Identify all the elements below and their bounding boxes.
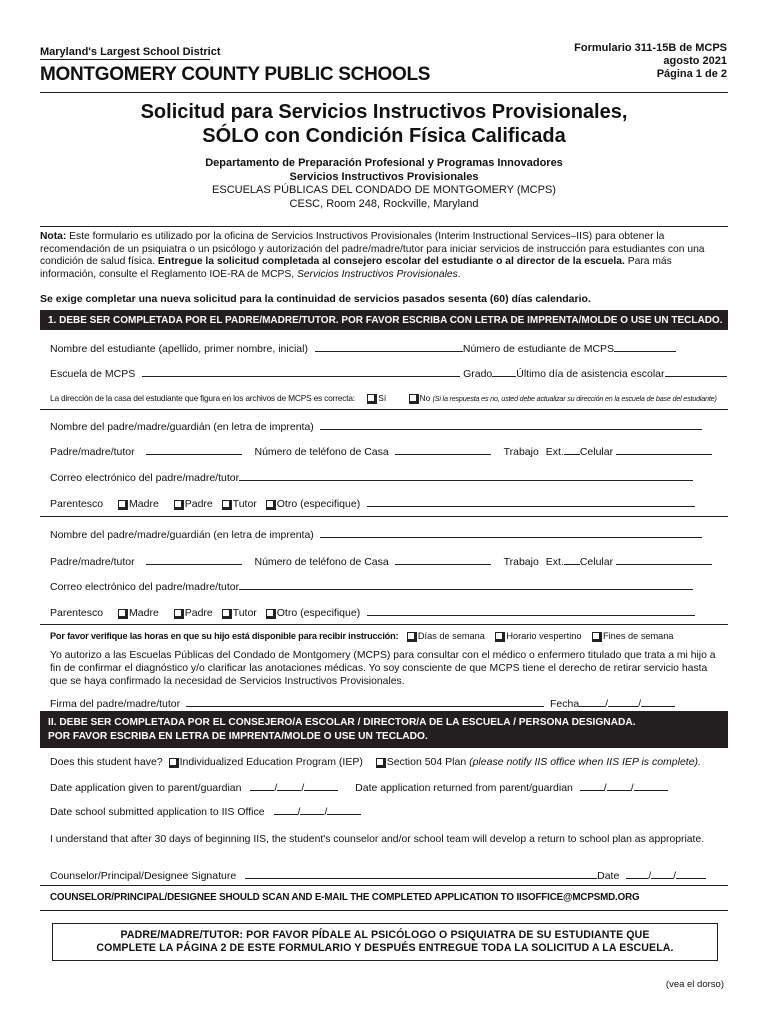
guardian-1-work-label: Trabajo bbox=[503, 446, 539, 458]
guardian-2-email-row bbox=[50, 579, 693, 594]
date-submitted-month[interactable] bbox=[274, 804, 298, 815]
address-row bbox=[50, 392, 717, 405]
iep-checkbox[interactable] bbox=[169, 758, 177, 766]
grade-input[interactable] bbox=[492, 366, 516, 377]
address-no-option[interactable] bbox=[409, 393, 431, 403]
father-checkbox[interactable] bbox=[174, 500, 182, 508]
district-tag bbox=[40, 46, 221, 60]
note-label: Nota: bbox=[40, 231, 67, 242]
student-number-input[interactable] bbox=[614, 341, 676, 352]
father-label: Padre bbox=[184, 607, 213, 619]
guardian-2-work-label: Trabajo bbox=[503, 556, 539, 568]
parent-date-month[interactable] bbox=[579, 696, 605, 707]
parent-date-label: Fecha bbox=[549, 698, 580, 710]
guardian-2-email-label: Correo electrónico del padre/madre/tutor bbox=[50, 581, 240, 593]
other-label: Otro (especifique) bbox=[276, 498, 361, 510]
divider bbox=[40, 409, 728, 410]
guardian-1-relation-row bbox=[50, 496, 695, 511]
guardian-1-other-option[interactable] bbox=[266, 498, 360, 510]
plan-question-label: Does this student have? bbox=[50, 756, 163, 768]
parent-date-day[interactable] bbox=[608, 696, 638, 707]
guardian-1-email-row bbox=[50, 470, 693, 485]
divider bbox=[40, 885, 728, 886]
date-given-row: Date application given to parent/guardian / / Date application returned from parent/guardian / / bbox=[50, 780, 668, 795]
title-line-1: Solicitud para Servicios Instructivos Provisionales, bbox=[140, 101, 628, 123]
guardian-1-ext-label: Ext. bbox=[545, 446, 564, 458]
student-number-label: Número de estudiante de MCPS bbox=[462, 343, 615, 355]
plan504-checkbox[interactable] bbox=[376, 758, 384, 766]
student-name-label: Nombre del estudiante (apellido, primer nombre, inicial) bbox=[50, 343, 308, 355]
date-given-label: Date application given to parent/guardian bbox=[50, 782, 242, 794]
plan504-option[interactable] bbox=[376, 756, 466, 768]
address-yes-option[interactable] bbox=[367, 393, 386, 403]
date-submitted-year[interactable] bbox=[327, 804, 361, 815]
counselor-date-month[interactable] bbox=[626, 868, 648, 879]
date-given-year[interactable] bbox=[304, 780, 338, 791]
evening-option[interactable] bbox=[495, 631, 581, 641]
dept-line-4: CESC, Room 248, Rockville, Maryland bbox=[289, 197, 479, 210]
guardian-2-ext-input[interactable] bbox=[564, 554, 580, 565]
availability-label: Por favor verifique las horas en que su hijo está disponible para recibir instrucción: bbox=[50, 631, 399, 641]
guardian-1-name-label: Nombre del padre/madre/guardián (en letra de imprenta) bbox=[50, 421, 314, 433]
parent-date-year[interactable] bbox=[641, 696, 675, 707]
district-tag-text: Maryland's Largest School District bbox=[40, 46, 221, 58]
section-2-header-line-2: POR FAVOR ESCRIBA EN LETRA DE IMPRENTA/MOLDE O USE UN TECLADO. bbox=[48, 731, 428, 742]
district-tag-rule bbox=[40, 59, 210, 60]
tutor-checkbox[interactable] bbox=[222, 500, 230, 508]
dept-line-3: ESCUELAS PÚBLICAS DEL CONDADO DE MONTGOMERY (MCPS) bbox=[212, 184, 556, 196]
divider bbox=[40, 624, 728, 625]
tutor-checkbox[interactable] bbox=[222, 609, 230, 617]
section-2-header-line-1: II. DEBE SER COMPLETADA POR EL CONSEJERO/A ESCOLAR / DIRECTOR/A DE LA ESCUELA / PERSONA DESIGNADA. bbox=[48, 717, 636, 728]
guardian-2-other-input[interactable] bbox=[367, 605, 695, 616]
guardian-2-home-phone-input[interactable] bbox=[395, 554, 491, 565]
evening-checkbox[interactable] bbox=[495, 632, 503, 640]
guardian-2-email-input[interactable] bbox=[239, 579, 693, 590]
iep-option[interactable] bbox=[169, 756, 363, 768]
date-given-day[interactable] bbox=[277, 780, 301, 791]
counselor-signature-input[interactable] bbox=[245, 868, 597, 879]
no-note: (Si la respuesta es no, usted debe actualizar su dirección en la escuela de base del estudiante) bbox=[432, 394, 717, 403]
guardian-1-email-input[interactable] bbox=[239, 470, 693, 481]
weekends-checkbox[interactable] bbox=[592, 632, 600, 640]
guardian-2-relation-row bbox=[50, 605, 695, 620]
weekdays-label: Días de semana bbox=[417, 631, 485, 641]
dept-line-1: Departamento de Preparación Profesional y Programas Innovadores bbox=[205, 157, 563, 169]
guardian-1-email-label: Correo electrónico del padre/madre/tutor bbox=[50, 472, 240, 484]
page-title bbox=[40, 100, 728, 148]
counselor-date-year[interactable] bbox=[676, 868, 706, 879]
guardian-1-parent-label: Padre/madre/tutor bbox=[50, 446, 135, 458]
note-text-3: . bbox=[457, 268, 461, 280]
tutor-label: Tutor bbox=[232, 607, 257, 619]
mother-label: Madre bbox=[129, 607, 159, 619]
scan-instruction: COUNSELOR/PRINCIPAL/DESIGNEE SHOULD SCAN AND E-MAIL THE COMPLETED APPLICATION TO IISOFFICE@MCPSMD.ORG bbox=[50, 892, 640, 903]
yes-label: Sí bbox=[378, 393, 387, 403]
no-checkbox[interactable] bbox=[409, 394, 417, 402]
form-date: agosto 2021 bbox=[663, 55, 727, 67]
date-returned-year[interactable] bbox=[634, 780, 668, 791]
authorization-text: Yo autorizo a las Escuelas Públicas del Condado de Montgomery (MCPS) para consultar con el médico o enfermero titulado que trata a mi hijo a fin de confirmar el diagnóstico y/o clarificar las anotaciones médicas. Yo soy consciente de que MCPS tiene el derecho de retirar servicio hasta que se haya confirmado la necesidad de Servicios Instructivos Provisionales. bbox=[50, 650, 716, 687]
note-italic-text: Servicios Instructivos Provisionales bbox=[296, 268, 458, 280]
parent-signature-label: Firma del padre/madre/tutor bbox=[50, 698, 181, 710]
school-row bbox=[50, 366, 727, 381]
guardian-1-relation-label: Parentesco bbox=[50, 498, 104, 510]
see-back-note: (vea el dorso) bbox=[665, 979, 724, 990]
note-paragraph bbox=[40, 231, 728, 281]
org-name: MONTGOMERY COUNTY PUBLIC SCHOOLS bbox=[40, 64, 431, 85]
weekdays-option[interactable] bbox=[407, 631, 485, 641]
mother-checkbox[interactable] bbox=[118, 609, 126, 617]
date-submitted-label: Date school submitted application to IIS Office bbox=[50, 806, 265, 818]
guardian-2-cell-label: Celular bbox=[579, 556, 614, 568]
guardian-2-phone-row bbox=[50, 554, 712, 569]
guardian-2-ext-label: Ext. bbox=[545, 556, 564, 568]
date-returned-label: Date application returned from parent/guardian bbox=[355, 782, 573, 794]
counselor-date-label: Date bbox=[597, 870, 620, 882]
section-2-header bbox=[40, 711, 728, 748]
guardian-1-home-phone-label: Número de teléfono de Casa bbox=[254, 446, 389, 458]
guardian-2-relation-label: Parentesco bbox=[50, 607, 104, 619]
weekends-label: Fines de semana bbox=[603, 631, 674, 641]
header-rule bbox=[40, 92, 728, 93]
parent-instruction-line-1: PADRE/MADRE/TUTOR: POR FAVOR PÍDALE AL PSICÓLOGO O PSIQUIATRA DE SU ESTUDIANTE QUE bbox=[120, 929, 650, 941]
guardian-1-phone-input[interactable] bbox=[146, 444, 242, 455]
plan504-label: Section 504 Plan bbox=[386, 756, 467, 768]
father-checkbox[interactable] bbox=[174, 609, 182, 617]
guardian-2-name-row bbox=[50, 527, 702, 542]
title-line-2: SÓLO con Condición Física Calificada bbox=[202, 125, 566, 147]
student-name-row bbox=[50, 341, 676, 356]
weekdays-checkbox[interactable] bbox=[407, 632, 415, 640]
last-day-input[interactable] bbox=[665, 366, 727, 377]
note-text-1: Este formulario es utilizado por la oficina de Servicios Instructivos Provisionales (Interim Instructional Services–IIS) para obtener la recomendación de un psiquiatra o un psicólogo y autorización del padre/madre/tutor para iniciar servicios de instrucción para estudiantes con una condición de salud física. bbox=[40, 231, 705, 268]
parent-signature-input[interactable] bbox=[186, 696, 544, 707]
mother-label: Madre bbox=[129, 498, 159, 510]
other-label: Otro (especifique) bbox=[276, 607, 361, 619]
student-name-input[interactable] bbox=[315, 341, 463, 352]
section-1-header-text: 1. DEBE SER COMPLETADA POR EL PADRE/MADRE/TUTOR. POR FAVOR ESCRIBA CON LETRA DE IMPRENTA/MOLDE O USE UN TECLADO. bbox=[48, 315, 723, 326]
guardian-1-tutor-option[interactable] bbox=[222, 498, 257, 510]
yes-checkbox[interactable] bbox=[367, 394, 375, 402]
dept-line-2: Servicios Instructivos Provisionales bbox=[289, 170, 479, 183]
no-label: No bbox=[419, 393, 431, 403]
parent-signature-row: Firma del padre/madre/tutor Fecha / / bbox=[50, 696, 675, 711]
note-bold-text: Entregue la solicitud completada al consejero escolar del estudiante o al director de la escuela. bbox=[157, 256, 625, 268]
plan-question-row bbox=[50, 756, 701, 769]
form-meta bbox=[574, 42, 727, 81]
tutor-label: Tutor bbox=[232, 498, 257, 510]
divider bbox=[40, 516, 728, 517]
guardian-1-cell-label: Celular bbox=[579, 446, 614, 458]
counselor-signature-row: Counselor/Principal/Designee Signature Date / / bbox=[50, 868, 706, 883]
section-1-header bbox=[40, 310, 728, 330]
mother-checkbox[interactable] bbox=[118, 500, 126, 508]
school-label: Escuela de MCPS bbox=[50, 368, 136, 380]
guardian-1-father-option[interactable] bbox=[174, 498, 213, 510]
plan504-note: (please notify IIS office when IIS IEP is complete). bbox=[469, 756, 701, 768]
guardian-2-name-input[interactable] bbox=[320, 527, 702, 538]
other-checkbox[interactable] bbox=[266, 500, 274, 508]
guardian-1-name-row bbox=[50, 419, 702, 434]
guardian-1-mother-option[interactable] bbox=[118, 498, 159, 510]
understanding-text: I understand that after 30 days of beginning IIS, the student's counselor and/or school team will develop a return to school plan as appropriate. bbox=[50, 834, 705, 845]
guardian-1-phone-row bbox=[50, 444, 712, 459]
parent-instruction-line-2: COMPLETE LA PÁGINA 2 DE ESTE FORMULARIO Y DESPUÉS ENTREGUE TODA LA SOLICITUD A LA ESCUELA. bbox=[96, 942, 674, 954]
page-label: Página 1 de 2 bbox=[656, 68, 727, 80]
date-returned-month[interactable] bbox=[580, 780, 604, 791]
date-given-month[interactable] bbox=[250, 780, 274, 791]
other-checkbox[interactable] bbox=[266, 609, 274, 617]
last-day-label: Último día de asistencia escolar bbox=[516, 368, 665, 380]
guardian-2-phone-input[interactable] bbox=[146, 554, 242, 565]
department-block bbox=[40, 157, 728, 211]
counselor-date-day[interactable] bbox=[651, 868, 673, 879]
date-submitted-day[interactable] bbox=[300, 804, 324, 815]
guardian-1-home-phone-input[interactable] bbox=[395, 444, 491, 455]
guardian-1-name-input[interactable] bbox=[320, 419, 702, 430]
father-label: Padre bbox=[184, 498, 213, 510]
address-question: La dirección de la casa del estudiante que figura en los archivos de MCPS es correcta: bbox=[50, 393, 355, 403]
guardian-2-other-option[interactable] bbox=[266, 607, 360, 619]
evening-label: Horario vespertino bbox=[506, 631, 582, 641]
guardian-2-mother-option[interactable] bbox=[118, 607, 159, 619]
date-submitted-row: Date school submitted application to IIS Office / / bbox=[50, 804, 361, 819]
note-text-2: Para más información, consulte el Reglamento IOE-RA de MCPS, bbox=[40, 256, 672, 280]
guardian-2-name-label: Nombre del padre/madre/guardián (en letra de imprenta) bbox=[50, 529, 314, 541]
date-returned-day[interactable] bbox=[607, 780, 631, 791]
form-number: Formulario 311-15B de MCPS bbox=[574, 42, 727, 54]
counselor-signature-label: Counselor/Principal/Designee Signature bbox=[50, 870, 237, 882]
guardian-1-cell-input[interactable] bbox=[616, 444, 712, 455]
availability-row bbox=[50, 630, 674, 642]
weekends-option[interactable] bbox=[592, 631, 673, 641]
iep-label: Individualized Education Program (IEP) bbox=[179, 756, 363, 768]
renewal-requirement: Se exige completar una nueva solicitud para la continuidad de servicios pasados sesenta (60) días calendario. bbox=[40, 293, 591, 305]
guardian-1-other-input[interactable] bbox=[367, 496, 695, 507]
guardian-2-home-phone-label: Número de teléfono de Casa bbox=[254, 556, 389, 568]
grade-label: Grado bbox=[463, 368, 493, 380]
guardian-2-tutor-option[interactable] bbox=[222, 607, 257, 619]
divider bbox=[40, 226, 728, 227]
divider bbox=[40, 910, 728, 911]
guardian-1-ext-input[interactable] bbox=[564, 444, 580, 455]
parent-instruction-box bbox=[52, 923, 718, 961]
school-input[interactable] bbox=[142, 366, 460, 377]
guardian-2-parent-label: Padre/madre/tutor bbox=[50, 556, 135, 568]
guardian-2-cell-input[interactable] bbox=[616, 554, 712, 565]
guardian-2-father-option[interactable] bbox=[174, 607, 213, 619]
